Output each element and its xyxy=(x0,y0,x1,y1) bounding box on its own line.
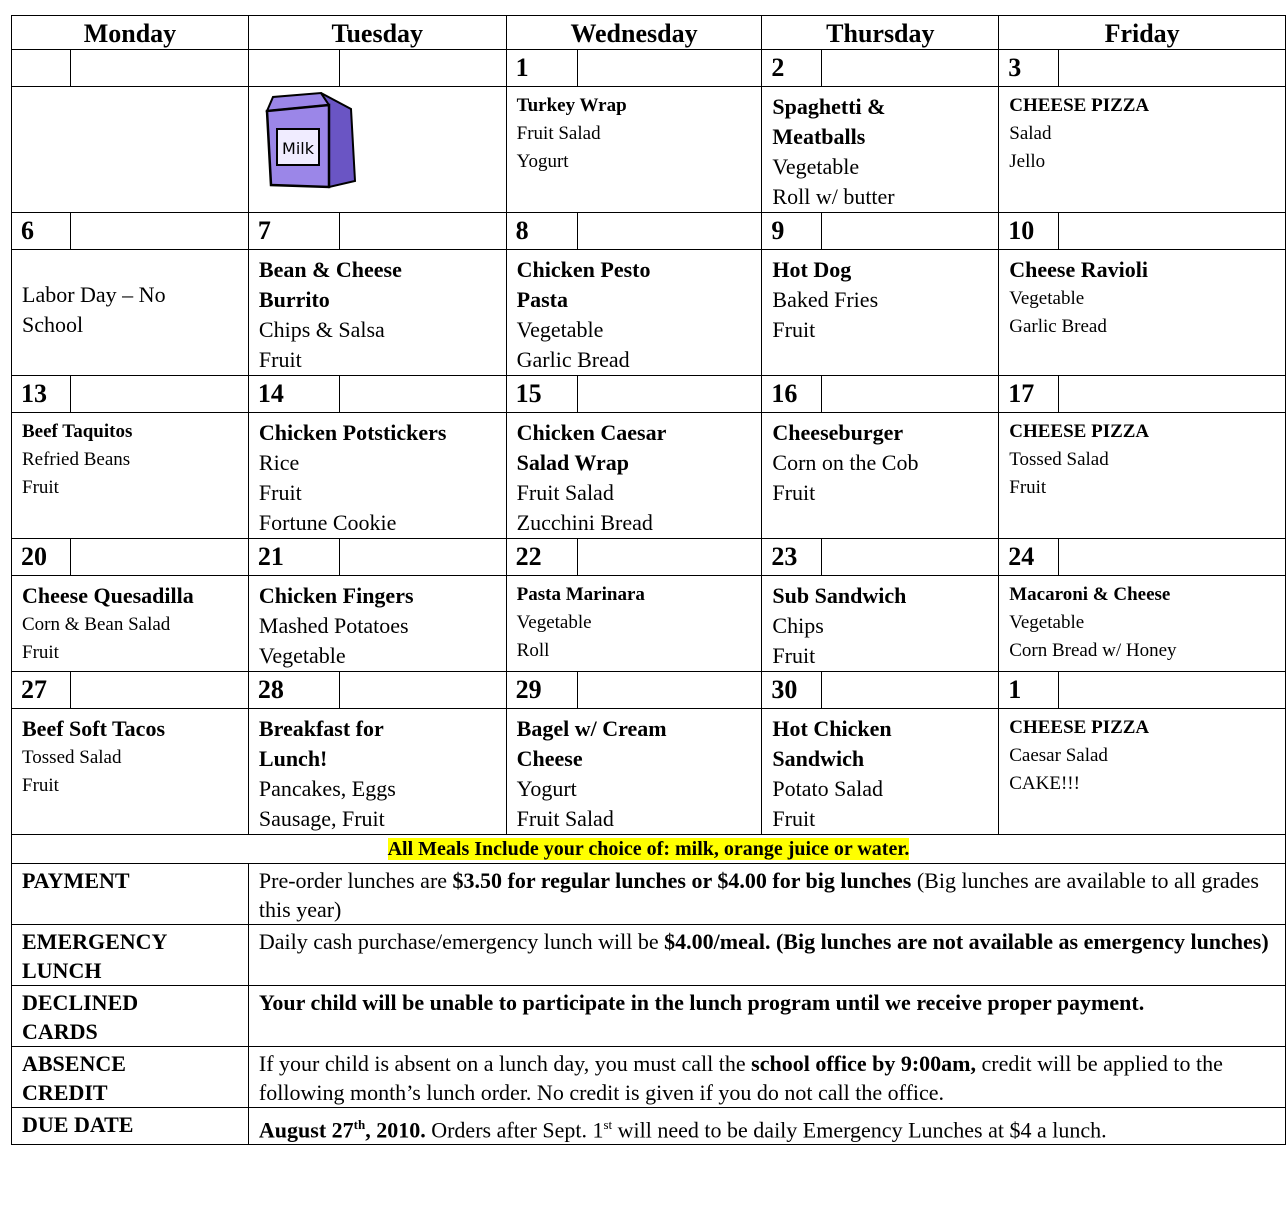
side-dish: Fruit Salad xyxy=(516,480,614,505)
date-number-tuesday: 28 xyxy=(248,672,339,709)
due-date-suffix-2: st xyxy=(603,1117,613,1132)
date-number-monday: 27 xyxy=(12,672,71,709)
meal-cell-friday xyxy=(999,709,1286,835)
main-dish: Chicken Pesto xyxy=(516,257,651,282)
side-dish: Vegetable xyxy=(258,643,346,668)
side-dish: Potato Salad xyxy=(772,776,884,801)
menu-items xyxy=(507,250,762,375)
meal-cell-wednesday xyxy=(506,709,762,835)
date-number-thursday: 30 xyxy=(762,672,822,709)
date-number-row xyxy=(12,539,1286,576)
date-number-spacer xyxy=(70,50,248,87)
side-dish: Fruit xyxy=(1009,477,1047,498)
date-number-spacer xyxy=(70,539,248,576)
main-dish: Pasta Marinara xyxy=(516,584,645,605)
side-dish: Yogurt xyxy=(516,151,569,172)
menu-items xyxy=(12,413,248,502)
date-number-spacer xyxy=(70,376,248,413)
policy-label-text: CREDIT xyxy=(22,1080,108,1105)
meal-cell-tuesday xyxy=(248,250,506,376)
meal-cell-thursday xyxy=(762,413,999,539)
date-number-spacer xyxy=(339,50,506,87)
menu-items xyxy=(249,413,506,538)
due-date: August 27 xyxy=(258,1117,354,1143)
main-dish: Salad Wrap xyxy=(516,450,629,475)
date-number-monday: 20 xyxy=(12,539,71,576)
meal-cell-friday xyxy=(999,87,1286,213)
date-number-spacer xyxy=(1059,376,1286,413)
date-number-tuesday xyxy=(248,50,339,87)
date-number-wednesday: 29 xyxy=(506,672,577,709)
policy-label-text: EMERGENCY xyxy=(22,929,168,954)
policy-row-absence xyxy=(12,1047,1286,1108)
side-dish: Chips xyxy=(772,613,824,638)
header-friday: Friday xyxy=(999,16,1286,50)
side-dish: Garlic Bread xyxy=(1009,316,1107,337)
due-text-2: will need to be daily Emergency Lunches at $4 a lunch. xyxy=(612,1117,1107,1143)
main-dish: Bagel w/ Cream xyxy=(516,716,667,741)
main-dish: Hot Chicken xyxy=(772,716,892,741)
meal-cell-tuesday xyxy=(248,709,506,835)
policy-label-emergency xyxy=(12,925,249,986)
menu-items xyxy=(999,87,1285,176)
date-number-thursday: 9 xyxy=(762,213,822,250)
side-dish: Fruit xyxy=(772,317,816,342)
policy-label-declined xyxy=(12,986,249,1047)
main-dish: Chicken Caesar xyxy=(516,420,667,445)
meal-cell-wednesday xyxy=(506,413,762,539)
menu-items xyxy=(507,413,762,538)
menu-items xyxy=(762,250,998,345)
meal-cell-monday xyxy=(12,709,249,835)
side-dish: Yogurt xyxy=(516,776,577,801)
side-dish: Pancakes, Eggs xyxy=(258,776,396,801)
side-dish: Fruit xyxy=(258,480,302,505)
main-dish: Cheeseburger xyxy=(772,420,904,445)
policy-text-declined xyxy=(248,986,1285,1047)
date-number-monday: 6 xyxy=(12,213,71,250)
side-dish: Jello xyxy=(1009,151,1046,172)
policy-label-text: DECLINED xyxy=(22,990,139,1015)
declined-text: Your child will be unable to participate in the lunch program until we receive proper payment. xyxy=(258,990,1145,1015)
side-dish: Fruit xyxy=(22,477,59,498)
side-dish: Corn Bread w/ Honey xyxy=(1009,640,1177,661)
menu-items xyxy=(762,709,998,834)
meal-cell-friday xyxy=(999,576,1286,672)
absence-text: If your child is absent on a lunch day, you must call the xyxy=(258,1051,752,1076)
side-dish: Fruit xyxy=(772,806,816,831)
side-dish: Vegetable xyxy=(1009,612,1085,633)
main-dish: Burrito xyxy=(258,287,330,312)
beverage-note-cell xyxy=(12,835,1286,864)
side-dish: Fruit xyxy=(22,775,59,796)
header-tuesday: Tuesday xyxy=(248,16,506,50)
menu-items xyxy=(249,250,506,375)
policy-row-due xyxy=(12,1108,1286,1145)
date-number-spacer xyxy=(577,539,762,576)
date-number-friday: 10 xyxy=(999,213,1059,250)
main-dish: Lunch! xyxy=(258,746,328,771)
policy-row-emergency xyxy=(12,925,1286,986)
meal-cell-friday xyxy=(999,250,1286,376)
policy-label-text: CARDS xyxy=(22,1019,98,1044)
header-monday: Monday xyxy=(12,16,249,50)
main-dish: Bean & Cheese xyxy=(258,257,402,282)
policy-row-payment xyxy=(12,864,1286,925)
main-dish: Sandwich xyxy=(772,746,865,771)
main-dish: Spaghetti & xyxy=(772,94,886,119)
menu-items xyxy=(762,413,998,508)
policy-label-text: PAYMENT xyxy=(22,868,130,893)
date-number-row xyxy=(12,376,1286,413)
date-number-friday: 3 xyxy=(999,50,1059,87)
emergency-text: Daily cash purchase/emergency lunch will be xyxy=(258,929,665,954)
date-number-spacer xyxy=(822,539,999,576)
date-number-friday: 1 xyxy=(999,672,1059,709)
side-dish: Fruit xyxy=(258,347,302,372)
menu-items xyxy=(762,87,998,212)
date-number-row xyxy=(12,50,1286,87)
side-dish: Corn & Bean Salad xyxy=(22,614,171,635)
date-number-row xyxy=(12,213,1286,250)
meal-cell-thursday xyxy=(762,250,999,376)
date-number-wednesday: 1 xyxy=(506,50,577,87)
meal-cell-thursday xyxy=(762,709,999,835)
meal-row xyxy=(12,87,1286,213)
meal-cell-monday xyxy=(12,413,249,539)
main-dish: Chicken Fingers xyxy=(258,583,414,608)
side-dish: Salad xyxy=(1009,123,1052,144)
side-dish: Chips & Salsa xyxy=(258,317,385,342)
date-number-spacer xyxy=(577,672,762,709)
main-dish: Beef Soft Tacos xyxy=(22,716,165,741)
meal-row xyxy=(12,709,1286,835)
side-dish: Fruit Salad xyxy=(516,123,601,144)
meal-cell-friday xyxy=(999,413,1286,539)
side-dish: Zucchini Bread xyxy=(516,510,653,535)
date-number-tuesday: 14 xyxy=(248,376,339,413)
main-dish: Meatballs xyxy=(772,124,866,149)
date-number-row xyxy=(12,672,1286,709)
payment-note: (Big lunches are available to all grades this year) xyxy=(258,868,1259,922)
side-dish: Corn on the Cob xyxy=(772,450,919,475)
menu-items xyxy=(999,576,1285,665)
meal-cell-monday xyxy=(12,87,249,213)
side-dish: Fruit xyxy=(22,642,59,663)
side-dish: Sausage, Fruit xyxy=(258,806,385,831)
meal-cell-tuesday xyxy=(248,413,506,539)
policy-row-declined xyxy=(12,986,1286,1047)
side-dish: Mashed Potatoes xyxy=(258,613,409,638)
meal-cell-wednesday xyxy=(506,87,762,213)
main-dish: Sub Sandwich xyxy=(772,583,907,608)
date-number-spacer xyxy=(577,50,762,87)
side-dish: Fruit Salad xyxy=(516,806,614,831)
policy-text-payment xyxy=(248,864,1285,925)
meal-row xyxy=(12,413,1286,539)
date-number-wednesday: 22 xyxy=(506,539,577,576)
date-number-spacer xyxy=(339,376,506,413)
date-number-monday: 13 xyxy=(12,376,71,413)
date-number-monday xyxy=(12,50,71,87)
meal-cell-wednesday xyxy=(506,250,762,376)
main-dish: Beef Taquitos xyxy=(22,421,133,442)
menu-items xyxy=(249,576,506,671)
date-number-spacer xyxy=(1059,539,1286,576)
date-number-spacer xyxy=(70,213,248,250)
policy-text-emergency xyxy=(248,925,1285,986)
menu-items xyxy=(507,87,762,176)
main-dish: CHEESE PIZZA xyxy=(1009,95,1150,116)
main-dish: Macaroni & Cheese xyxy=(1009,584,1171,605)
policy-label-absence xyxy=(12,1047,249,1108)
date-number-wednesday: 15 xyxy=(506,376,577,413)
date-number-tuesday: 7 xyxy=(248,213,339,250)
main-dish: CHEESE PIZZA xyxy=(1009,717,1150,738)
side-dish: Baked Fries xyxy=(772,287,879,312)
meal-row xyxy=(12,250,1286,376)
policy-label-text: ABSENCE xyxy=(22,1051,126,1076)
milk-carton-icon xyxy=(259,91,359,191)
date-number-spacer xyxy=(339,213,506,250)
side-dish: Refried Beans xyxy=(22,449,131,470)
main-dish: Hot Dog xyxy=(772,257,852,282)
date-number-spacer xyxy=(822,376,999,413)
side-dish: Tossed Salad xyxy=(1009,449,1109,470)
due-text: Orders after Sept. 1 xyxy=(425,1117,604,1143)
main-dish: Pasta xyxy=(516,287,568,312)
date-number-spacer xyxy=(822,672,999,709)
side-dish: Vegetable xyxy=(772,154,860,179)
side-dish: Fortune Cookie xyxy=(258,510,397,535)
policy-text-due xyxy=(248,1108,1285,1145)
date-number-spacer xyxy=(339,672,506,709)
side-dish: Rice xyxy=(258,450,300,475)
menu-items xyxy=(507,576,762,665)
date-number-spacer xyxy=(822,50,999,87)
date-number-thursday: 16 xyxy=(762,376,822,413)
due-year: , 2010. xyxy=(365,1117,426,1143)
menu-items xyxy=(762,576,998,671)
main-dish: Cheese Quesadilla xyxy=(22,583,194,608)
side-dish: Tossed Salad xyxy=(22,747,122,768)
date-number-friday: 24 xyxy=(999,539,1059,576)
meal-cell-wednesday xyxy=(506,576,762,672)
date-number-thursday: 23 xyxy=(762,539,822,576)
policy-text-absence xyxy=(248,1047,1285,1108)
side-dish: Roll xyxy=(516,640,550,661)
date-number-spacer xyxy=(1059,213,1286,250)
absence-deadline: school office by 9:00am, xyxy=(751,1051,977,1076)
side-dish: Vegetable xyxy=(516,612,592,633)
main-dish: Turkey Wrap xyxy=(516,95,627,116)
side-dish: Vegetable xyxy=(1009,288,1085,309)
policy-label-payment xyxy=(12,864,249,925)
side-dish: Fruit xyxy=(772,643,816,668)
meal-cell-tuesday xyxy=(248,576,506,672)
menu-items xyxy=(507,709,762,834)
date-number-spacer xyxy=(577,376,762,413)
main-dish: Chicken Potstickers xyxy=(258,420,447,445)
date-number-wednesday: 8 xyxy=(506,213,577,250)
meal-cell-thursday xyxy=(762,576,999,672)
beverage-note: All Meals Include your choice of: milk, orange juice or water. xyxy=(387,838,910,860)
side-dish: Roll w/ butter xyxy=(772,184,895,209)
side-dish: CAKE!!! xyxy=(1009,773,1080,794)
menu-items xyxy=(999,250,1285,341)
payment-price: $3.50 for regular lunches or $4.00 for big lunches xyxy=(452,868,912,893)
header-wednesday: Wednesday xyxy=(506,16,762,50)
date-number-friday: 17 xyxy=(999,376,1059,413)
holiday-note: Labor Day – No School xyxy=(22,282,166,337)
meal-cell-monday xyxy=(12,576,249,672)
side-dish: Caesar Salad xyxy=(1009,745,1108,766)
menu-items xyxy=(999,413,1285,502)
lunch-calendar-table xyxy=(11,15,1286,1145)
policy-label-text: DUE DATE xyxy=(22,1112,134,1137)
header-thursday: Thursday xyxy=(762,16,999,50)
side-dish: Fruit xyxy=(772,480,816,505)
meal-cell-monday xyxy=(12,250,249,376)
date-number-tuesday: 21 xyxy=(248,539,339,576)
policy-label-due xyxy=(12,1108,249,1145)
emergency-price: $4.00/meal. (Big lunches are not available as emergency lunches) xyxy=(664,929,1269,954)
main-dish: CHEESE PIZZA xyxy=(1009,421,1150,442)
payment-text: Pre-order lunches are xyxy=(258,868,453,893)
meal-row xyxy=(12,576,1286,672)
calendar-body xyxy=(12,16,1286,1145)
date-number-spacer xyxy=(339,539,506,576)
menu-items xyxy=(999,709,1285,798)
policy-label-text: LUNCH xyxy=(22,958,102,983)
menu-items xyxy=(12,576,248,667)
date-number-spacer xyxy=(822,213,999,250)
meal-cell-thursday xyxy=(762,87,999,213)
menu-items xyxy=(249,709,506,834)
due-date-suffix: th xyxy=(353,1117,366,1132)
main-dish: Cheese Ravioli xyxy=(1009,257,1148,282)
milk-carton-label: Milk xyxy=(281,139,314,158)
date-number-spacer xyxy=(1059,50,1286,87)
side-dish: Garlic Bread xyxy=(516,347,630,372)
side-dish: Vegetable xyxy=(516,317,604,342)
absence-note: credit will be applied to the following month’s lunch order. No credit is given if you do not call the office. xyxy=(258,1051,1223,1105)
beverage-note-row xyxy=(12,835,1286,864)
meal-cell-tuesday xyxy=(248,87,506,213)
date-number-spacer xyxy=(1059,672,1286,709)
date-number-spacer xyxy=(577,213,762,250)
date-number-spacer xyxy=(70,672,248,709)
weekday-header-row xyxy=(12,16,1286,50)
date-number-thursday: 2 xyxy=(762,50,822,87)
main-dish: Breakfast for xyxy=(258,716,384,741)
menu-items xyxy=(12,709,248,800)
main-dish: Cheese xyxy=(516,746,583,771)
